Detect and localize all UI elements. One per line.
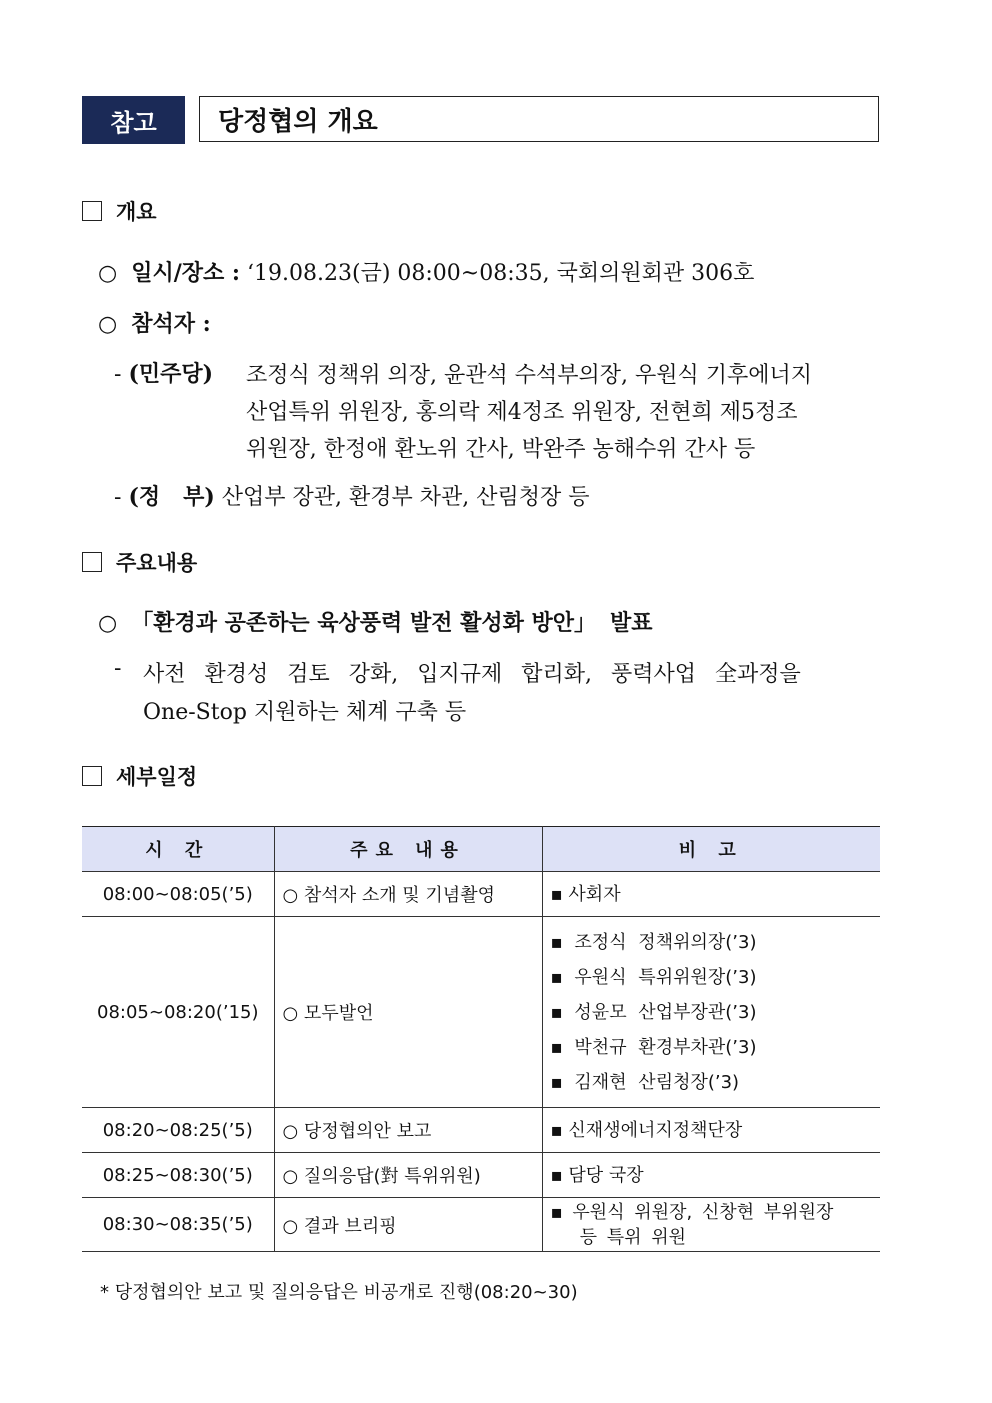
announcement-line — [98, 606, 653, 637]
party-line: 위원장, 한정애 환노위 간사, 박완주 농해수위 간사 등 — [246, 437, 756, 462]
notes-cell — [542, 1198, 880, 1252]
gov-attendees — [114, 480, 589, 511]
section-title: 개요 — [116, 200, 157, 224]
gov-value: 산업부 장관, 환경부 차관, 산림청장 등 — [221, 485, 590, 510]
footnote: * 당정협의안 보고 및 질의응답은 비공개로 진행(08:20~30) — [100, 1282, 578, 1303]
note-item: ▪ 박천규 환경부차관(’3) — [550, 1036, 757, 1058]
note-item: ▪ 신재생에너지정책단장 — [550, 1119, 743, 1141]
note-item: ▪ 담당 국장 — [550, 1164, 644, 1186]
notes-cell — [542, 1153, 880, 1198]
party-line: 조정식 정책위 의장, 윤관석 수석부의장, 우원식 기후에너지 — [246, 363, 812, 388]
party-names — [246, 357, 812, 468]
note-item: ▪ 조정식 정책위의장(’3) — [550, 931, 757, 953]
dash-bullet: - — [114, 362, 122, 387]
column-header: 시 간 — [82, 827, 274, 872]
datetime-line — [98, 256, 754, 287]
section-schedule-heading — [82, 761, 197, 791]
notes-cell — [542, 1108, 880, 1153]
table-header-row — [82, 827, 880, 872]
content-cell: ○ 모두발언 — [274, 917, 542, 1108]
party-attendees — [114, 357, 213, 388]
dash-bullet: - — [114, 656, 122, 681]
note-item: ▪ 사회자 — [550, 883, 621, 905]
gov-label: (정 부) — [128, 484, 215, 510]
note-item: ▪ 우원식 위원장, 신창현 부위원장 — [550, 1201, 834, 1223]
table-row — [82, 1153, 880, 1198]
content-cell: ○ 결과 브리핑 — [274, 1198, 542, 1252]
content-cell: ○ 참석자 소개 및 기념촬영 — [274, 872, 542, 917]
table-row — [82, 872, 880, 917]
section-main-content-heading — [82, 547, 197, 577]
table-row — [82, 1108, 880, 1153]
party-label: (민주당) — [128, 361, 214, 387]
note-item: ▪ 우원식 특위위원장(’3) — [550, 966, 757, 988]
detail-text — [143, 656, 801, 732]
time-cell: 08:25∼08:30(’5) — [82, 1153, 274, 1198]
time-cell: 08:00∼08:05(’5) — [82, 872, 274, 917]
column-header: 비 고 — [542, 827, 880, 872]
checkbox-square-icon — [82, 552, 102, 572]
note-item: 등 특위 위원 — [550, 1226, 687, 1248]
reference-tag: 참고 — [82, 96, 185, 144]
column-header: 주요 내용 — [274, 827, 542, 872]
section-overview-heading — [82, 196, 157, 226]
dash-bullet: - — [114, 485, 122, 510]
datetime-label: 일시/장소 : — [131, 260, 241, 286]
time-cell: 08:05∼08:20(’15) — [82, 917, 274, 1108]
section-title: 주요내용 — [116, 551, 198, 575]
page-title: 당정협의 개요 — [199, 96, 879, 142]
content-cell: ○ 질의응답(對 특위위원) — [274, 1153, 542, 1198]
schedule-table — [82, 826, 880, 1252]
circle-bullet-icon: ○ — [98, 312, 118, 337]
content-cell: ○ 당정협의안 보고 — [274, 1108, 542, 1153]
datetime-value: ‘19.08.23(금) 08:00~08:35, 국회의원회관 306호 — [247, 261, 755, 286]
party-line: 산업특위 위원장, 홍의락 제4정조 위원장, 전현희 제5정조 — [246, 400, 798, 425]
checkbox-square-icon — [82, 766, 102, 786]
checkbox-square-icon — [82, 201, 102, 221]
table-row — [82, 1198, 880, 1252]
detail-line: One-Stop 지원하는 체계 구축 등 — [143, 700, 467, 725]
announcement-suffix: 발표 — [610, 610, 653, 636]
time-cell: 08:20∼08:25(’5) — [82, 1108, 274, 1153]
note-item: ▪ 성윤모 산업부장관(’3) — [550, 1001, 757, 1023]
attendees-line — [98, 307, 211, 338]
announcement-title: 「환경과 공존하는 육상풍력 발전 활성화 방안」 — [131, 610, 597, 636]
detail-line: 사전 환경성 검토 강화, 입지규제 합리화, 풍력사업 全과정을 — [143, 662, 801, 687]
note-item: ▪ 김재현 산림청장(’3) — [550, 1071, 740, 1093]
notes-cell — [542, 917, 880, 1108]
section-title: 세부일정 — [116, 765, 198, 789]
attendees-label: 참석자 : — [131, 311, 211, 337]
table-row — [82, 917, 880, 1108]
notes-cell — [542, 872, 880, 917]
time-cell: 08:30∼08:35(’5) — [82, 1198, 274, 1252]
circle-bullet-icon: ○ — [98, 261, 118, 286]
circle-bullet-icon: ○ — [98, 611, 118, 636]
